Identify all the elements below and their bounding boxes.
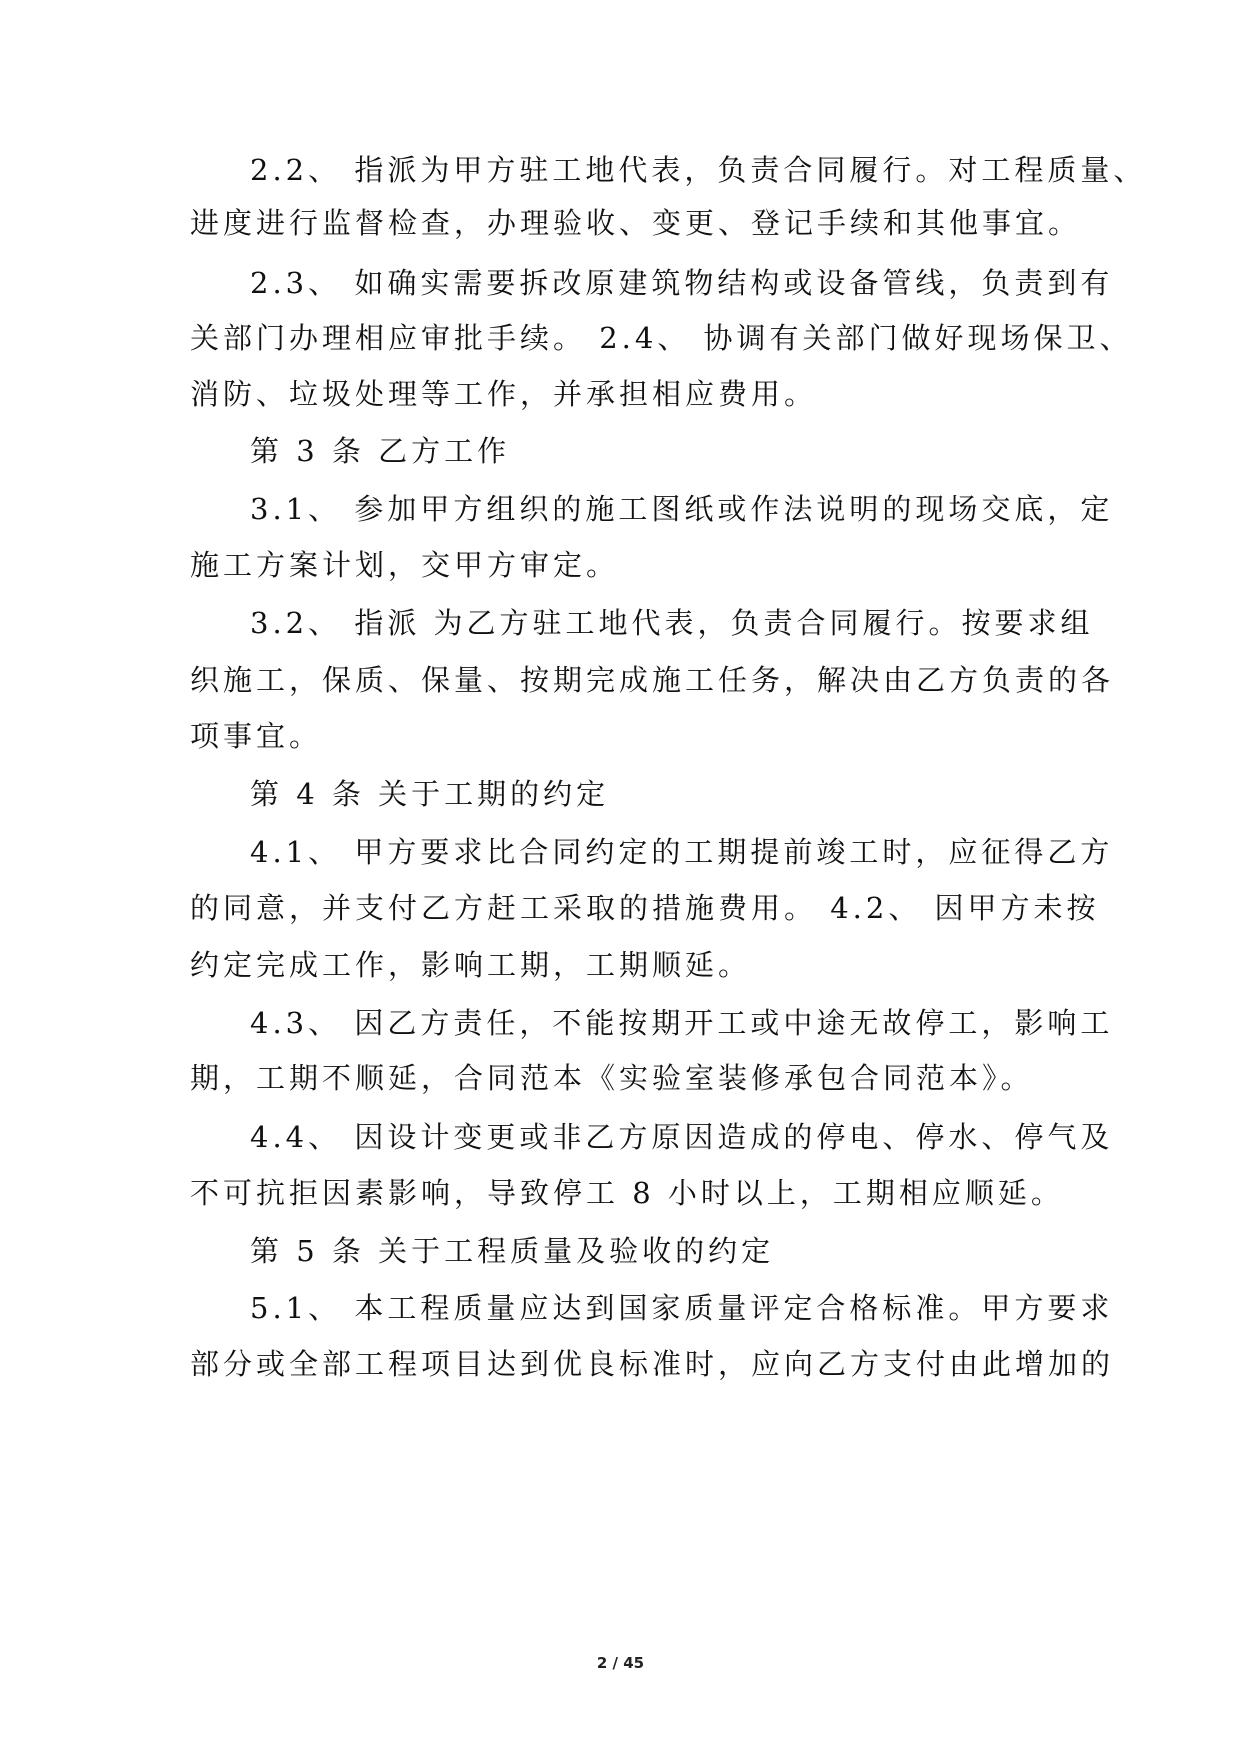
text-line: 项事宜。	[190, 719, 323, 753]
text-line: 2.3、 如确实需要拆改原建筑物结构或设备管线，负责到有	[250, 266, 1114, 300]
text-line: 4.4、 因设计变更或非乙方原因造成的停电、停水、停气及	[250, 1120, 1114, 1154]
text-line: 的同意，并支付乙方赶工采取的措施费用。 4.2、 因甲方未按	[190, 891, 1100, 925]
text-line: 期，工期不顺延，合同范本《实验室装修承包合同范本》。	[190, 1061, 1034, 1095]
text-line: 消防、垃圾处理等工作，并承担相应费用。	[190, 377, 818, 411]
text-line: 关部门办理相应审批手续。 2.4、 协调有关部门做好现场保卫、	[190, 321, 1133, 355]
text-line: 施工方案计划，交甲方审定。	[190, 548, 620, 582]
page-number: 2 / 45	[596, 1654, 645, 1672]
text-line: 3.1、 参加甲方组织的施工图纸或作法说明的现场交底，定	[250, 492, 1114, 526]
text-line: 进度进行监督检查，办理验收、变更、登记手续和其他事宜。	[190, 206, 1082, 240]
text-line: 部分或全部工程项目达到优良标准时，应向乙方支付由此增加的	[190, 1347, 1115, 1381]
text-line: 4.3、 因乙方责任，不能按期开工或中途无故停工，影响工	[250, 1006, 1114, 1040]
text-line: 织施工，保质、保量、按期完成施工任务，解决由乙方负责的各	[190, 663, 1115, 697]
text-line: 不可抗拒因素影响，导致停工 8 小时以上，工期相应顺延。	[190, 1176, 1064, 1210]
text-line: 3.2、 指派 为乙方驻工地代表，负责合同履行。按要求组	[250, 606, 1094, 640]
section-heading: 第 3 条 乙方工作	[250, 434, 511, 468]
text-line: 约定完成工作，影响工期，工期顺延。	[190, 948, 752, 982]
text-line: 5.1、 本工程质量应达到国家质量评定合格标准。甲方要求	[250, 1291, 1114, 1325]
section-heading: 第 4 条 关于工期的约定	[250, 777, 610, 811]
text-line: 4.1、 甲方要求比合同约定的工期提前竣工时，应征得乙方	[250, 835, 1114, 869]
text-line: 2.2、 指派为甲方驻工地代表，负责合同履行。对工程质量、	[250, 153, 1147, 187]
section-heading: 第 5 条 关于工程质量及验收的约定	[250, 1234, 775, 1268]
